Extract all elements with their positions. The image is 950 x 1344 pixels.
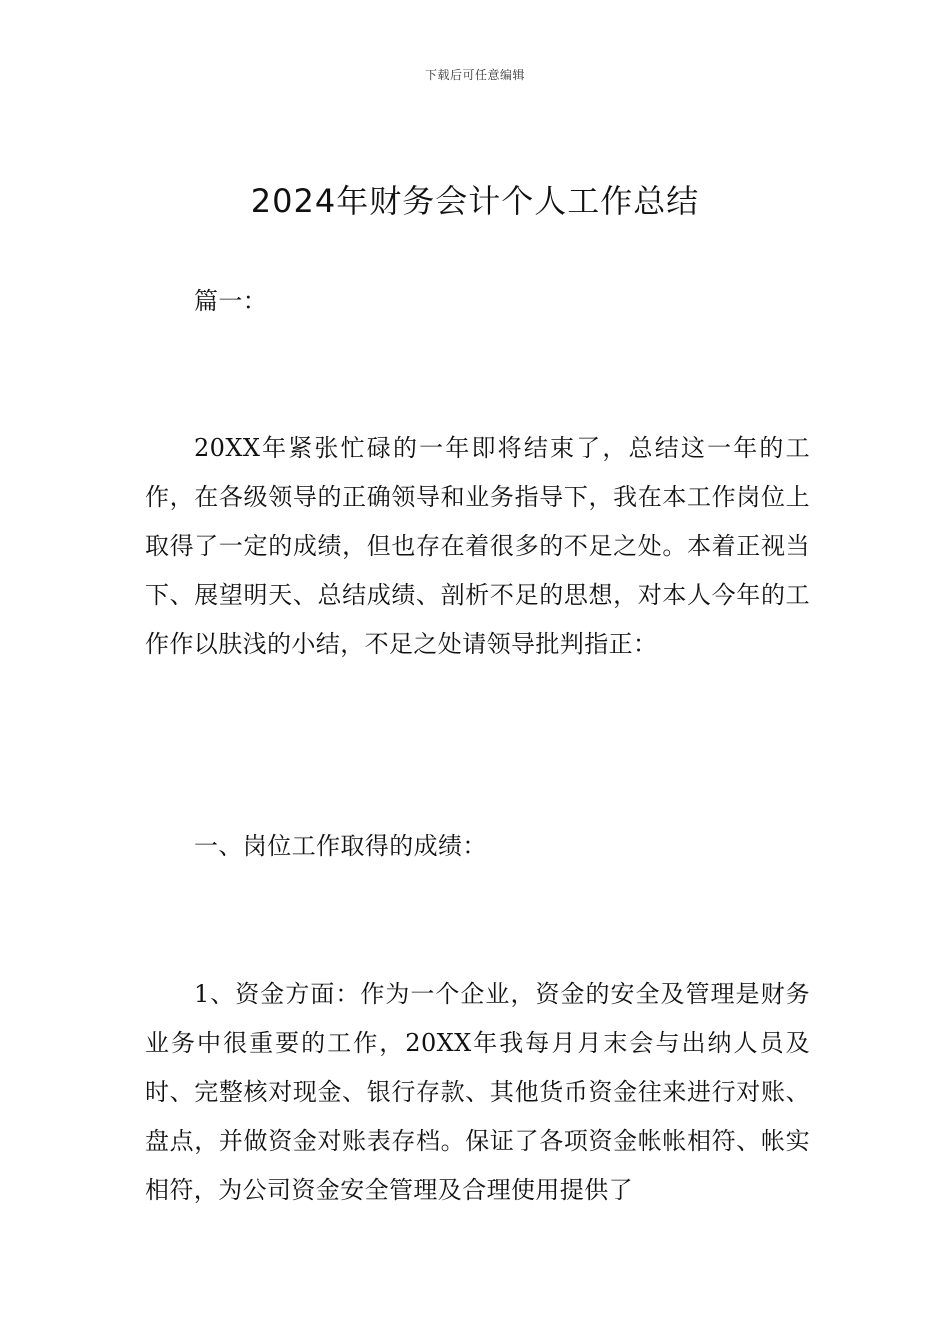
intro-paragraph: 20XX年紧张忙碌的一年即将结束了，总结这一年的工作，在各级领导的正确领导和业务指导下，我在本工作岗位上取得了一定的成绩，但也存在着很多的不足之处。本着正视当下、展望明天、总结成绩、剖析不足的思想，对本人今年的工作作以肤浅的小结，不足之处请领导批判指正： [145, 434, 810, 658]
item-paragraph-funds: 1、资金方面：作为一个企业，资金的安全及管理是财务业务中很重要的工作，20XX年我每月月末会与出纳人员及时、完整核对现金、银行存款、其他货币资金往来进行对账、盘点，并做资金对账表存档。保证了各项资金帐帐相符、帐实相符，为公司资金安全管理及合理使用提供了 [145, 980, 810, 1204]
document-title: 2024年财务会计个人工作总结 [250, 182, 700, 220]
part-heading: 篇一： [194, 287, 268, 315]
section-heading-achievements: 一、岗位工作取得的成绩： [194, 832, 487, 860]
header-note: 下载后可任意编辑 [424, 68, 525, 82]
